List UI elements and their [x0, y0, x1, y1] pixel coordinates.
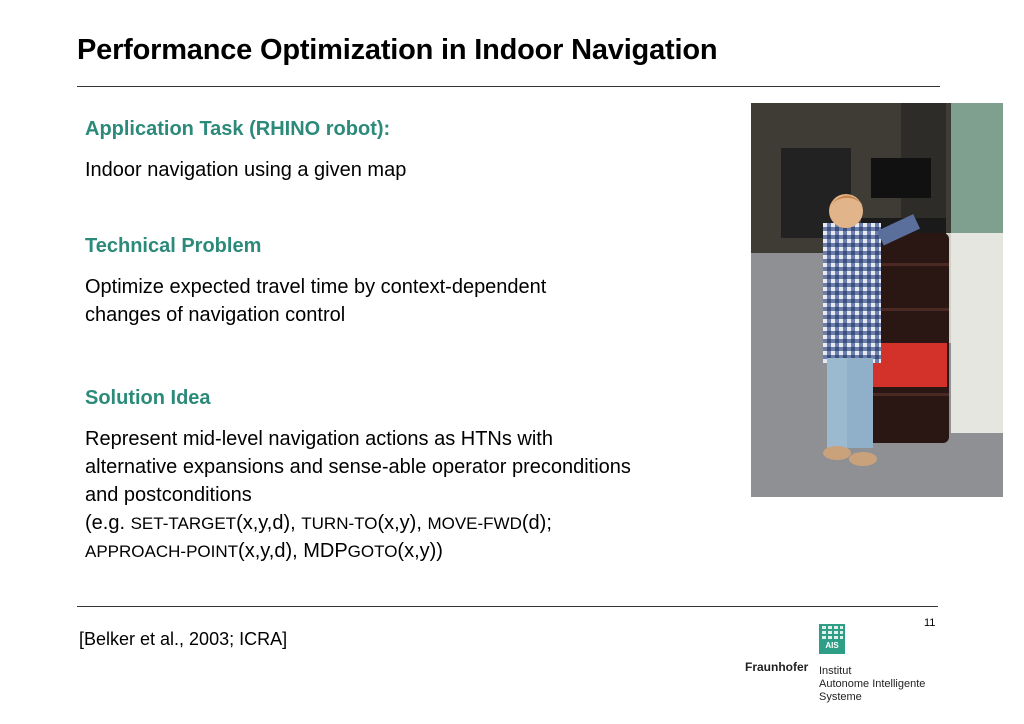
rhino-robot-photo-drawing	[751, 103, 1003, 497]
application-task-text: Indoor navigation using a given map	[85, 159, 407, 181]
example-open: (e.g.	[85, 512, 131, 534]
institute-line-2: Autonome Intelligente	[819, 678, 926, 690]
op-mdp-prefix: MDP	[303, 540, 348, 562]
bottom-divider	[77, 606, 938, 607]
solution-idea-line-1: Represent mid-level navigation actions as HTNs with	[85, 428, 553, 450]
op-move-fwd-args: (d);	[521, 512, 552, 534]
op-turn-to: TURN-TO	[301, 514, 378, 533]
op-approach-point-args: (x,y,d),	[238, 540, 304, 562]
top-divider	[77, 86, 940, 87]
institute-line-3: Systeme	[819, 691, 862, 703]
ais-logo-text: AIS	[825, 641, 839, 650]
op-set-target-args: (x,y,d),	[236, 512, 302, 534]
technical-problem-line-2: changes of navigation control	[85, 304, 346, 326]
technical-problem-line-1: Optimize expected travel time by context-dependent	[85, 276, 547, 298]
op-approach-point: APPROACH-POINT	[85, 542, 239, 561]
slide-title: Performance Optimization in Indoor Navigation	[77, 34, 718, 66]
solution-idea-line-3: and postconditions	[85, 484, 252, 506]
op-turn-to-args: (x,y),	[377, 512, 428, 534]
op-goto: GOTO	[347, 542, 398, 561]
ais-grid-icon	[819, 624, 845, 640]
example-line-1	[85, 509, 725, 538]
op-move-fwd: MOVE-FWD	[427, 514, 522, 533]
institute-name	[819, 665, 925, 704]
section-heading-solution-idea: Solution Idea	[85, 387, 211, 409]
rhino-robot-photo	[751, 103, 1003, 497]
institute-line-1: Institut	[819, 665, 852, 677]
example-line-2	[85, 537, 725, 566]
solution-idea-line-2: alternative expansions and sense-able operator preconditions	[85, 456, 631, 478]
page-number: 11	[924, 617, 936, 629]
citation: [Belker et al., 2003; ICRA]	[79, 629, 288, 649]
section-heading-application-task: Application Task (RHINO robot):	[85, 118, 391, 140]
fraunhofer-wordmark: Fraunhofer	[745, 660, 809, 674]
op-set-target: SET-TARGET	[130, 514, 237, 533]
section-heading-technical-problem: Technical Problem	[85, 235, 262, 257]
op-goto-args: (x,y))	[397, 540, 443, 562]
fraunhofer-ais-logo	[745, 624, 945, 714]
